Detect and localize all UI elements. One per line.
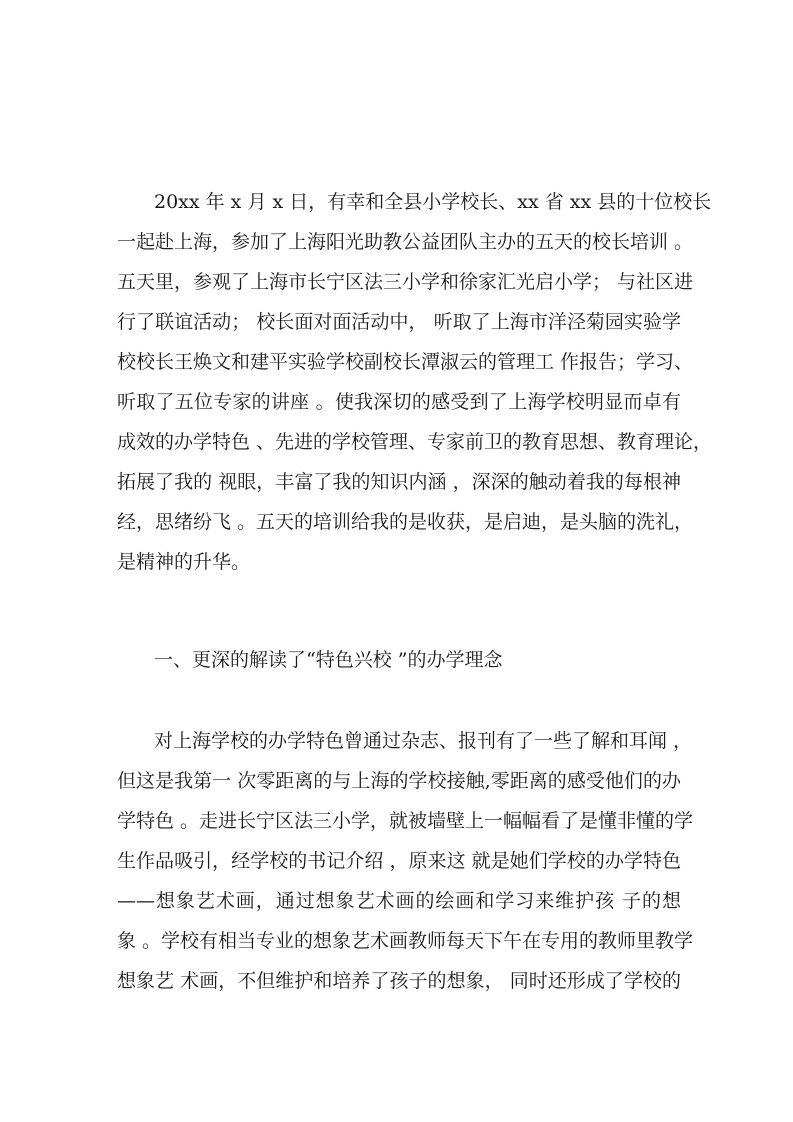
text-line: 行了联谊活动； 校长面对面活动中， 听取了上海市洋泾菊园实验学	[117, 311, 681, 333]
text-line: 听取了五位专家的讲座 。使我深切的感受到了上海学校明显而卓有	[117, 391, 681, 413]
text-line: 但这是我第一 次零距离的与上海的学校接触,零距离的感受他们的办	[117, 770, 681, 792]
text-line: 拓展了我的 视眼，丰富了我的知识内涵 ，深深的触动着我的每根神	[117, 471, 681, 493]
text-line: 20xx 年 x 月 x 日，有幸和全县小学校长、xx 省 xx 县的十位校长	[154, 191, 712, 213]
paragraph-section-1	[117, 721, 694, 1001]
text-line: 对上海学校的办学特色曾通过杂志、报刊有了一些了解和耳闻 ，	[154, 730, 693, 752]
paragraph-intro	[117, 182, 713, 582]
text-line: 一起赴上海，参加了上海阳光助教公益团队主办的五天的校长培训 。	[117, 231, 694, 253]
text-line: 五天里，参观了上海市长宁区法三小学和徐家汇光启小学； 与社区进	[117, 271, 694, 293]
text-line: 象 。学校有相当专业的想象艺术画教师每天下午在专用的教师里教学	[117, 930, 694, 952]
text-line: 校校长王焕文和建平实验学校副校长潭淑云的管理工 作报告；学习、	[117, 351, 694, 373]
heading-text: 一、更深的解读了“特色兴校 ”的办学理念	[154, 649, 503, 671]
text-line: 成效的办学特色 、先进的学校管理、专家前卫的教育思想、教育理论，	[117, 431, 713, 453]
text-line: 学特色 。走进长宁区法三小学，就被墙壁上一幅幅看了是懂非懂的学	[117, 810, 694, 832]
text-line: ——想象艺术画，通过想象艺术画的绘画和学习来维护孩 子的想	[117, 890, 681, 912]
text-line: 想象艺 术画，不但维护和培养了孩子的想象， 同时还形成了学校的	[117, 970, 681, 992]
section-heading	[117, 640, 681, 680]
text-line: 生作品吸引，经学校的书记介绍 ，原来这 就是她们学校的办学特色	[117, 850, 681, 872]
text-line: 经，思绪纷飞 。五天的培训给我的是收获，是启迪，是头脑的洗礼，	[117, 511, 694, 533]
text-line: 是精神的升华。	[117, 551, 251, 573]
